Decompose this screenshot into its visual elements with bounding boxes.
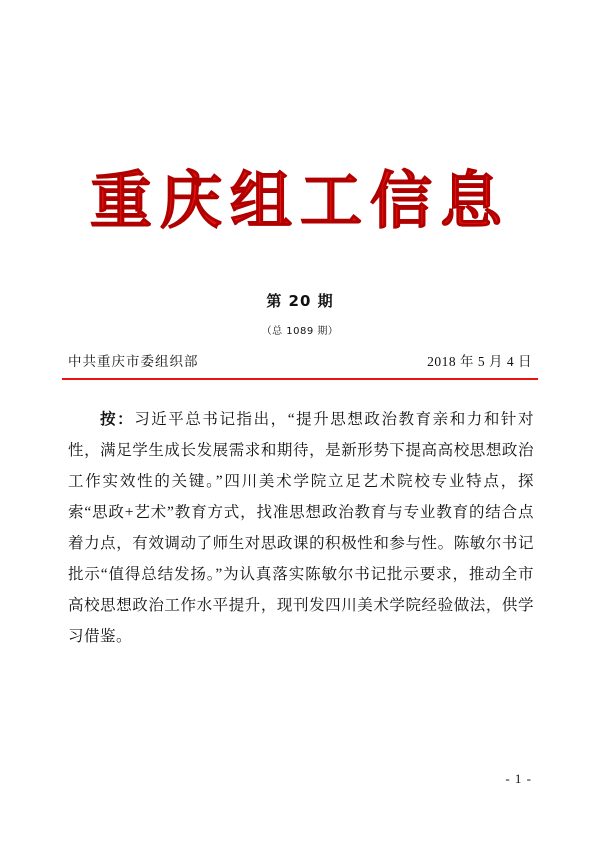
publisher-date-row: [68, 350, 532, 370]
issue-number: 第 20 期: [266, 292, 334, 310]
lead-label: 按：: [99, 411, 135, 428]
publication-date: 2018 年 5 月 4 日: [427, 354, 532, 369]
publisher-name: 中共重庆市委组织部: [68, 354, 199, 369]
masthead-title: 重庆组工信息: [89, 164, 510, 237]
paragraph-text: 习近平总书记指出，“提升思想政治教育亲和力和针对性，满足学生成长发展需求和期待，是新形势下提高高校思想政治工作实效性的关键。”四川美术学院立足艺术院校专业特点，探索“思政+艺术”教育方式，找准思想政治教育与专业教育的结合点着力点，有效调动了师生对思政课的积极性和参与性。陈敏尔书记批示“值得总结发扬。”为认真落实陈敏尔书记批示要求，推动全市高校思想政治工作水平提升，现刊发四川美术学院经验做法，供学习借鉴。: [68, 411, 534, 645]
page-number: - 1 -: [505, 771, 532, 786]
body-paragraph: [68, 404, 534, 652]
issue-total-number: （总 1089 期）: [261, 326, 339, 337]
red-divider-rule: [62, 378, 538, 380]
